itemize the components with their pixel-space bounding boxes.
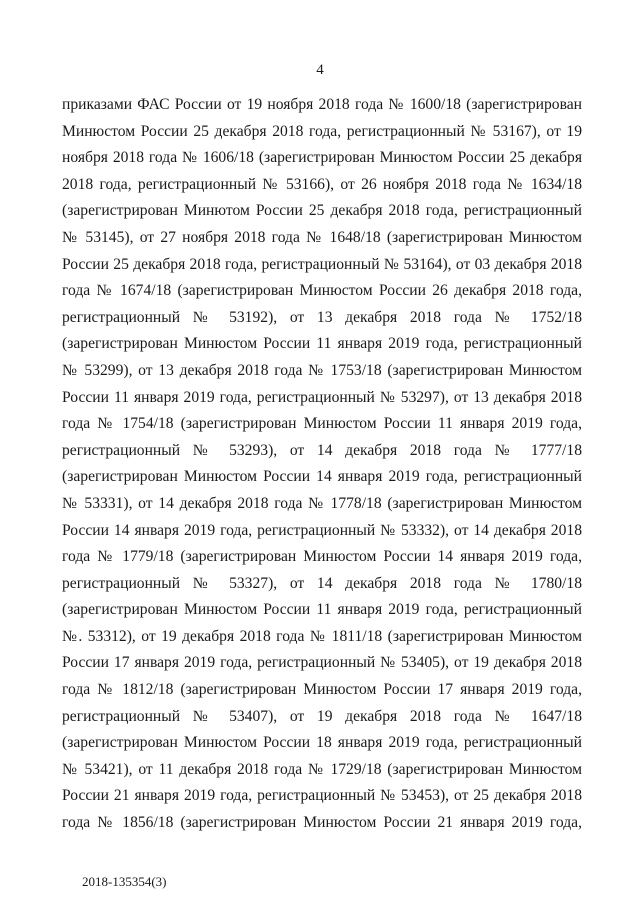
text-line: № 53421), от 11 декабря 2018 года № 1729/18 (зарегистрирован Минюстом <box>62 760 582 778</box>
text-line: регистрационный № 53407), от 19 декабря 2018 года № 1647/18 <box>62 707 582 725</box>
text-line: (зарегистрирован Минюстом России 14 января 2019 года, регистрационный <box>62 468 582 486</box>
text-line: России 14 января 2019 года, регистрационный № 53332), от 14 декабря 2018 <box>62 521 582 539</box>
text-line: №. 53312), от 19 декабря 2018 года № 1811/18 (зарегистрирован Минюстом <box>62 627 582 645</box>
text-line: России 17 января 2019 года, регистрационный № 53405), от 19 декабря 2018 <box>62 654 582 672</box>
text-line: года № 1779/18 (зарегистрирован Минюстом России 14 января 2019 года, <box>62 548 582 566</box>
text-line: регистрационный № 53327), от 14 декабря 2018 года № 1780/18 <box>62 574 582 592</box>
text-line: № 53299), от 13 декабря 2018 года № 1753/18 (зарегистрирован Минюстом <box>62 361 582 379</box>
text-line: приказами ФАС России от 19 ноября 2018 года № 1600/18 (зарегистрирован <box>62 96 582 113</box>
text-line: года № 1856/18 (зарегистрирован Минюстом России 21 января 2019 года, <box>62 814 582 832</box>
document-body <box>62 92 582 837</box>
text-line: России 21 января 2019 года, регистрационный № 53453), от 25 декабря 2018 <box>62 787 582 805</box>
text-line: 2018 года, регистрационный № 53166), от 26 ноября 2018 года № 1634/18 <box>62 175 582 193</box>
text-line: № 53331), от 14 декабря 2018 года № 1778/18 (зарегистрирован Минюстом <box>62 494 582 512</box>
text-line: года № 1812/18 (зарегистрирован Минюстом России 17 января 2019 года, <box>62 681 582 699</box>
text-line: Минюстом России 25 декабря 2018 года, регистрационный № 53167), от 19 <box>62 122 582 140</box>
page-number: 4 <box>316 62 324 78</box>
text-line: регистрационный № 53192), от 13 декабря 2018 года № 1752/18 <box>62 308 582 326</box>
text-line: России 11 января 2019 года, регистрационный № 53297), от 13 декабря 2018 <box>62 388 582 406</box>
text-line: (зарегистрирован Минюстом России 11 января 2019 года, регистрационный <box>62 335 582 353</box>
text-line: России 25 декабря 2018 года, регистрационный № 53164), от 03 декабря 2018 <box>62 255 582 273</box>
text-line: № 53145), от 27 ноября 2018 года № 1648/18 (зарегистрирован Минюстом <box>62 228 582 246</box>
text-line: года № 1754/18 (зарегистрирован Минюстом России 11 января 2019 года, <box>62 415 582 433</box>
text-line: года № 1674/18 (зарегистрирован Минюстом России 26 декабря 2018 года, <box>62 282 582 300</box>
text-line: (зарегистрирован Минюстом России 11 января 2019 года, регистрационный <box>62 601 582 619</box>
document-code: 2018-135354(3) <box>82 874 167 889</box>
text-line: (зарегистрирован Минютом России 25 декабря 2018 года, регистрационный <box>62 202 582 220</box>
text-line: (зарегистрирован Минюстом России 18 января 2019 года, регистрационный <box>62 734 582 752</box>
text-line: ноября 2018 года № 1606/18 (зарегистрирован Минюстом России 25 декабря <box>62 149 582 167</box>
text-line: регистрационный № 53293), от 14 декабря 2018 года № 1777/18 <box>62 441 582 459</box>
